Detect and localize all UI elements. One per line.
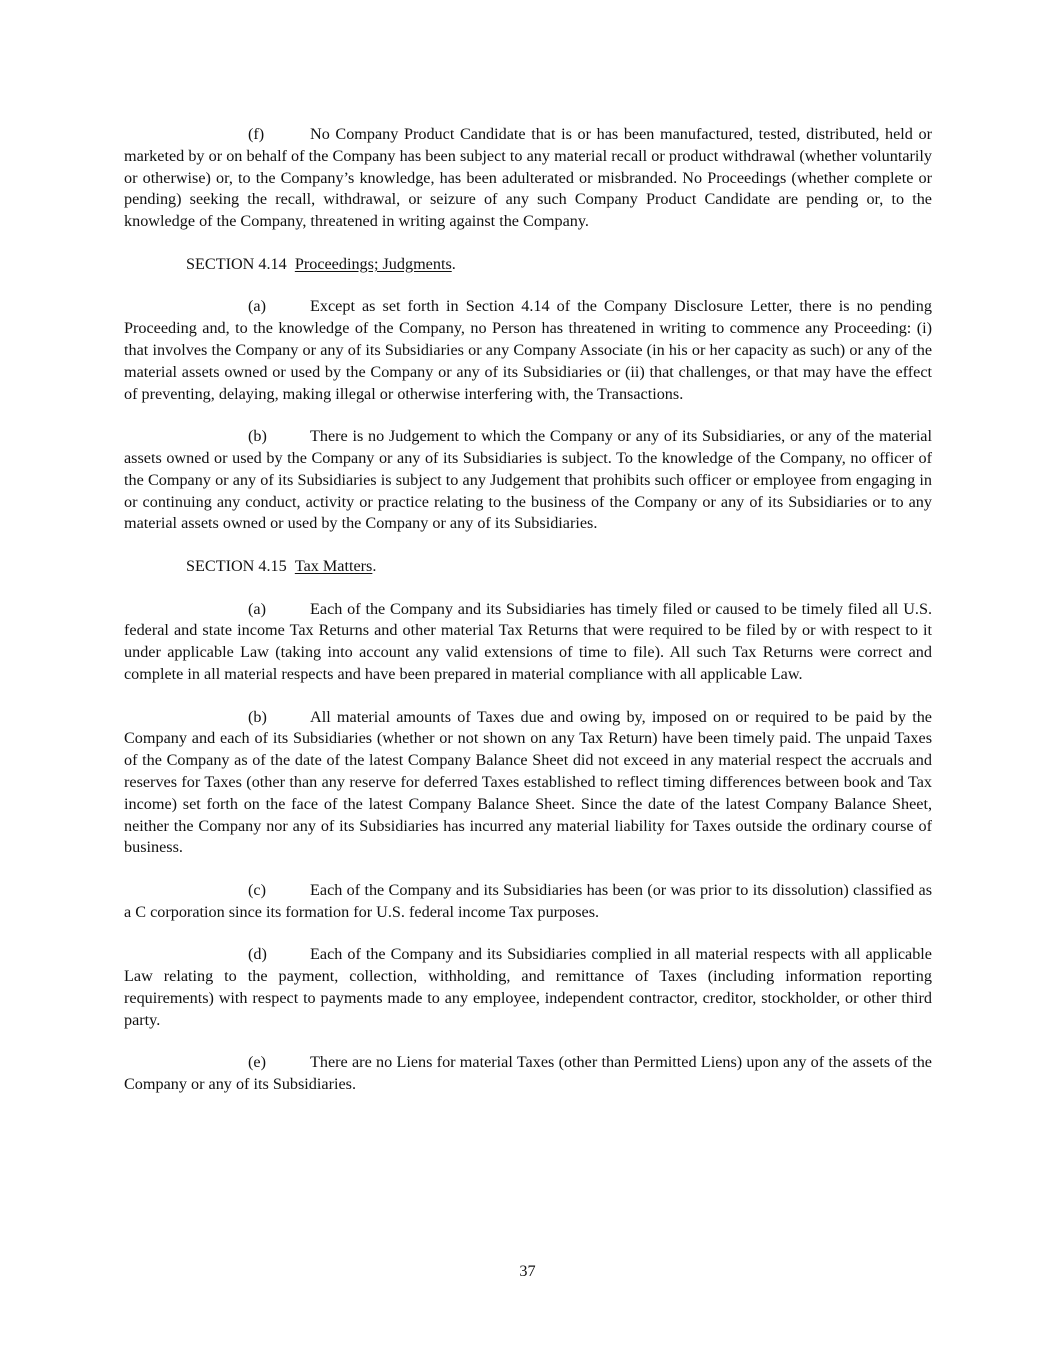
paragraph-text: Except as set forth in Section 4.14 of the Company Disclosure Letter, there is no pending Proceeding and, to the knowledge of the Company, no Person has threatened in writing to commence any Proceeding: (i) that involves the Company or any of its Subsidiaries or any Company Associate (in his or her capacity as such) or any of the material assets owned or used by the Company or any of its Subsidiaries or (ii) that challenges, or that may have the effect of preventing, delaying, making illegal or otherwise interfering with, the Transactions. xyxy=(124,297,932,403)
paragraph-f xyxy=(124,124,932,233)
paragraph-label: (b) xyxy=(248,427,267,446)
paragraph-4-15-b xyxy=(124,707,932,860)
paragraph-text: Each of the Company and its Subsidiaries has been (or was prior to its dissolution) classified as a C corporation since its formation for U.S. federal income Tax purposes. xyxy=(124,880,932,921)
paragraph-4-14-a xyxy=(124,296,932,405)
paragraph-label: (e) xyxy=(248,1053,266,1072)
paragraph-4-15-a xyxy=(124,599,932,686)
paragraph-text: There are no Liens for material Taxes (other than Permitted Liens) upon any of the assets of the Company or any of its Subsidiaries. xyxy=(124,1053,932,1094)
paragraph-text: Each of the Company and its Subsidiaries has timely filed or caused to be timely filed all U.S. federal and state income Tax Returns and other material Tax Returns that were required to be filed by or with respect to it under applicable Law (taking into account any valid extensions of time to file). All such Tax Returns were correct and complete in all material respects and have been prepared in material compliance with all applicable Law. xyxy=(124,599,932,683)
paragraph-text: There is no Judgement to which the Company or any of its Subsidiaries, or any of the material assets owned or used by the Company or any of its Subsidiaries is subject. To the knowledge of the Company, no officer of the Company or any of its Subsidiaries is subject to any Judgement that prohibits such officer or employee from engaging in or continuing any conduct, activity or practice relating to the business of the Company or any of its Subsidiaries or to any material assets owned or used by the Company or any of its Subsidiaries. xyxy=(124,427,932,533)
paragraph-label: (d) xyxy=(248,945,267,964)
paragraph-text: All material amounts of Taxes due and owing by, imposed on or required to be paid by the Company and each of its Subsidiaries (whether or not shown on any Tax Return) have been timely paid. The unpaid Taxes of the Company as of the date of the latest Company Balance Sheet did not exceed in any material respect the accruals and reserves for Taxes (other than any reserve for deferred Taxes established to reflect timing differences between book and Tax income) set forth on the face of the latest Company Balance Sheet. Since the date of the latest Company Balance Sheet, neither the Company nor any of its Subsidiaries has incurred any material liability for Taxes outside the ordinary course of business. xyxy=(124,707,932,857)
paragraph-4-15-d xyxy=(124,944,932,1031)
section-title: Tax Matters xyxy=(294,556,373,575)
paragraph-label: (c) xyxy=(248,880,266,899)
section-title: Proceedings; Judgments xyxy=(294,254,452,273)
paragraph-label: (b) xyxy=(248,707,267,726)
section-number: SECTION 4.14 xyxy=(186,254,287,273)
section-heading-4-15 xyxy=(124,556,932,578)
paragraph-label: (a) xyxy=(248,599,266,618)
page-number: 37 xyxy=(519,1262,536,1280)
section-number: SECTION 4.15 xyxy=(186,556,287,575)
section-title-period: . xyxy=(372,556,377,575)
paragraph-4-15-e xyxy=(124,1052,932,1096)
paragraph-text: Each of the Company and its Subsidiaries complied in all material respects with all applicable Law relating to the payment, collection, withholding, and remittance of Taxes (including information reporting requirements) with respect to payments made to any employee, independent contractor, creditor, stockholder, or other third party. xyxy=(124,945,932,1029)
section-heading-4-14 xyxy=(124,254,932,276)
paragraph-4-15-c xyxy=(124,880,932,924)
paragraph-label: (f) xyxy=(248,125,265,143)
document-page xyxy=(124,124,932,1117)
paragraph-4-14-b xyxy=(124,426,932,535)
paragraph-text: No Company Product Candidate that is or has been manufactured, tested, distributed, held or marketed by or on behalf of the Company has been subject to any material recall or product withdrawal (whether voluntarily or otherwise) or, to the Company’s knowledge, has been adulterated or misbranded. No Proceedings (whether complete or pending) seeking the recall, withdrawal, or seizure of any such Company Product Candidate are pending or, to the knowledge of the Company, threatened in writing against the Company. xyxy=(124,125,932,231)
section-title-period: . xyxy=(451,254,456,273)
paragraph-label: (a) xyxy=(248,297,266,316)
